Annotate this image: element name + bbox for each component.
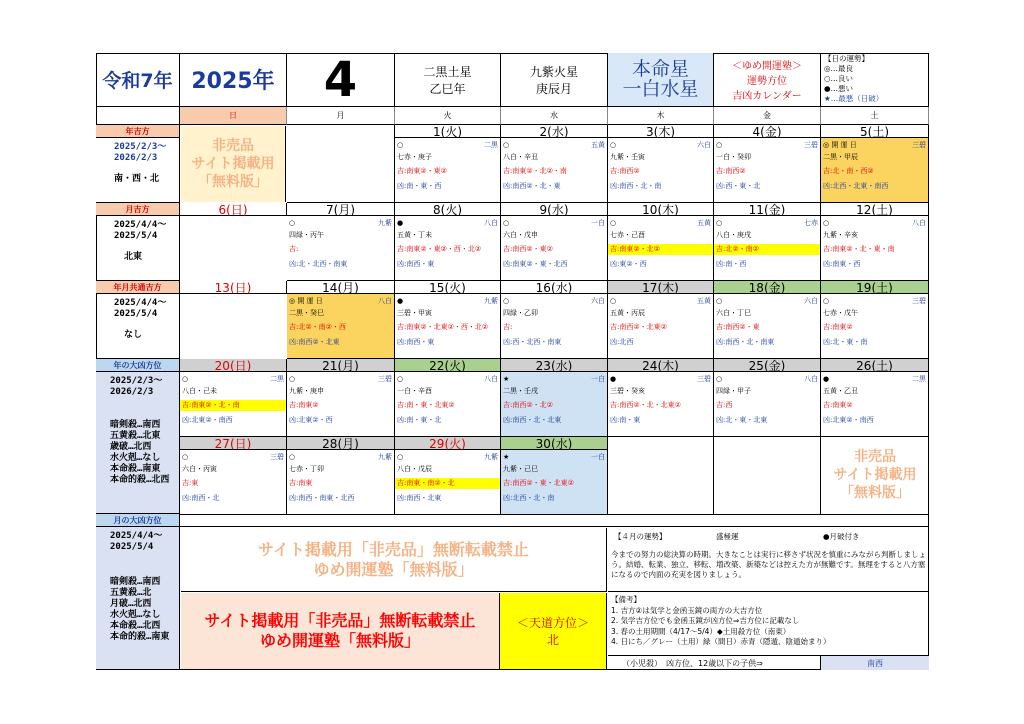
day-kanshi: 一白・癸卯 — [716, 153, 751, 161]
empty-cell — [608, 437, 714, 515]
day-star: 六白 — [591, 296, 605, 305]
day-cell[interactable] — [501, 372, 608, 437]
yume-title: ＜ゆめ開運塾＞ 運勢方位 吉凶カレンダー — [714, 53, 821, 107]
date-label: 9(水) — [501, 203, 608, 216]
lucky-directions: 吉:北②・南②・西 — [289, 323, 346, 331]
unlucky-directions: 凶:北西・北東・南西 — [823, 182, 889, 190]
era-year: 令和7年 — [96, 53, 180, 107]
unlucky-directions: 凶:南西・東 — [397, 338, 435, 346]
day-fortune-mark: ○ — [503, 218, 510, 227]
day-cell[interactable] — [287, 294, 395, 359]
day-fortune-mark: ○ — [610, 218, 617, 227]
day-kanshi: 二黒・壬戌 — [503, 387, 538, 395]
day-star: 一白 — [591, 374, 605, 383]
lucky-directions: 吉:南東②・北・東・南 — [823, 245, 895, 253]
day-kanshi: 一白・辛酉 — [397, 387, 432, 395]
unlucky-directions: 凶:南・西 — [716, 260, 747, 268]
day-star: 六白 — [697, 140, 711, 149]
lucky-directions: 吉:東 — [182, 479, 199, 487]
lucky-directions: 吉:南東 — [289, 479, 313, 487]
day-kanshi: 九紫・己巳 — [503, 465, 538, 473]
day-fortune-mark: ★ — [503, 452, 510, 461]
date-label: 13(日) — [180, 281, 287, 294]
gregorian-year: 2025年 — [180, 53, 287, 107]
day-star: 八白 — [804, 374, 818, 383]
monthly-fortune: 【４月の運勢】 盛極運 ●月破付き 今までの努力の総決算の時期。大きなことは実行に移さず状況を慎重にみながら判断しましょう。結婚、転業、独立、移転、増改築、新築などは控えた方が無難です。無理をすると八方塞になるので内面の充実を図りましょう。 — [608, 528, 929, 592]
day-kanshi: 八白・己未 — [182, 387, 217, 395]
lucky-directions: 吉:南東②・東②・西・北② — [397, 245, 482, 253]
day-kanshi: 四緑・乙卯 — [503, 309, 538, 317]
unlucky-directions: 凶:北・北西・南東 — [289, 260, 348, 268]
unlucky-directions: 凶:南東②・東・北西 — [503, 260, 568, 268]
day-cell[interactable] — [501, 216, 608, 281]
label-common: 年月共通吉方 — [96, 281, 180, 294]
day-fortune-mark: ◎ 開 運 日 — [823, 140, 857, 149]
lucky-directions: 吉:南西②・東・北東② — [503, 479, 574, 487]
unlucky-directions: 凶:南西・北東 — [397, 494, 442, 502]
lucky-directions: 吉:南東②・北・南 — [180, 400, 286, 411]
month-star: 九紫火星 庚辰月 — [501, 53, 608, 107]
tendo-direction: ＜天道方位＞ 北 — [500, 593, 607, 669]
common-box: 2025/4/4～ 2025/5/4 なし — [96, 294, 180, 359]
lucky-directions: 吉:南東・南②・北 — [395, 478, 500, 489]
unlucky-directions: 凶:南東・西 — [823, 260, 861, 268]
day-fortune-mark: ○ — [397, 452, 404, 461]
unlucky-directions: 凶:南西・北・南 — [610, 182, 662, 190]
day-fortune-legend: 【日の運勢】 ◎…最良 ○…良い ●…悪い ★…最悪（日破） — [821, 53, 929, 107]
date-label: 24(木) — [608, 359, 714, 372]
day-fortune-mark: ○ — [823, 296, 830, 305]
unlucky-directions: 凶:北・東・北東 — [716, 416, 768, 424]
date-label: 22(火) — [395, 359, 501, 372]
day-fortune-mark: ○ — [716, 374, 723, 383]
unlucky-directions: 凶:南西②・北・東 — [503, 182, 561, 190]
lucky-directions: 吉:西 — [716, 401, 733, 409]
weekday-1: 月 — [287, 107, 395, 125]
day-fortune-mark: ○ — [289, 218, 296, 227]
day-kanshi: 九紫・壬寅 — [610, 153, 645, 161]
day-star: 八白 — [484, 218, 498, 227]
day-cell[interactable] — [821, 294, 929, 359]
lucky-directions: 吉: — [289, 245, 299, 253]
day-fortune-mark: ● — [823, 374, 830, 383]
watermark-top-left: 非売品 サイト掲載用 「無料版」 — [181, 126, 286, 202]
day-star: 三碧 — [912, 296, 926, 305]
lucky-directions: 吉:南東②・東② — [397, 167, 447, 175]
watermark-right: 非売品 サイト掲載用 「無料版」 — [822, 437, 928, 513]
weekday-5: 金 — [714, 107, 821, 125]
unlucky-directions: 凶:南西・北・北東 — [503, 416, 562, 424]
nenkyo-box: 2025/2/3～ 2026/2/3 暗剣殺…南西 五黄殺…北東 歳破…北西 水火剋…なし 本命殺…南東 本命的殺…北西 — [96, 372, 180, 514]
day-kanshi: 七赤・庚子 — [397, 153, 432, 161]
tsukikichi-box: 2025/4/4～ 2025/5/4 北東 — [96, 216, 180, 281]
day-cell[interactable] — [501, 294, 608, 359]
day-star: 五黄 — [591, 140, 605, 149]
honmei-star: 本命星 一白水星 — [608, 53, 714, 107]
unlucky-directions: 凶:北西 — [610, 338, 634, 346]
date-label: 10(木) — [608, 203, 714, 216]
unlucky-directions: 凶:南西・東 — [397, 260, 435, 268]
unlucky-directions: 凶:北東②・西 — [289, 416, 333, 424]
day-kanshi: 五黄・丁未 — [397, 231, 432, 239]
day-cell[interactable] — [714, 372, 821, 437]
day-cell[interactable] — [287, 216, 395, 281]
child-kill-label: （小児殺） 凶方位、12歳以下の子供⇒ — [608, 655, 821, 670]
day-kanshi: 二黒・甲辰 — [823, 153, 858, 161]
label-tsukikyo: 月の大凶方位 — [96, 514, 180, 527]
day-star: 九紫 — [378, 218, 392, 227]
day-kanshi: 五黄・丙辰 — [610, 309, 645, 317]
day-fortune-mark: ○ — [397, 374, 404, 383]
date-label: 30(水) — [501, 437, 608, 450]
day-cell[interactable] — [714, 216, 821, 281]
lucky-directions: 吉:南東②・北② — [608, 244, 713, 255]
lucky-directions: 吉:北②・南② — [714, 244, 820, 255]
unlucky-directions: 凶:北西・北・南 — [503, 494, 555, 502]
day-star: 九紫 — [378, 452, 392, 461]
day-star: 二黒 — [484, 140, 498, 149]
day-cell[interactable] — [395, 138, 501, 203]
day-kanshi: 八白・辛丑 — [503, 153, 538, 161]
date-label: 5(土) — [821, 125, 929, 138]
date-label: 16(水) — [501, 281, 608, 294]
unlucky-directions: 凶:西・東・北 — [716, 182, 761, 190]
day-fortune-mark: ● — [397, 296, 404, 305]
day-kanshi: 四緑・甲子 — [716, 387, 751, 395]
weekday-2: 火 — [395, 107, 501, 125]
date-label: 11(金) — [714, 203, 821, 216]
day-cell[interactable] — [714, 294, 821, 359]
tsukikyo-box: 2025/4/4～ 2025/5/4 暗剣殺…南西 五黄殺…北 月破…北西 水火剋…なし 本命殺…北西 本命的殺…南東 — [96, 527, 180, 670]
day-cell[interactable] — [608, 216, 714, 281]
day-fortune-mark: ○ — [289, 452, 296, 461]
day-star: 五黄 — [697, 218, 711, 227]
day-star: 九紫 — [484, 452, 498, 461]
lucky-directions: 吉: — [503, 323, 513, 331]
day-kanshi: 六白・丙寅 — [182, 465, 217, 473]
day-star: 八白 — [378, 296, 392, 305]
date-label: 25(金) — [714, 359, 821, 372]
day-kanshi: 五黄・乙丑 — [823, 387, 858, 395]
day-kanshi: 八白・庚戌 — [716, 231, 751, 239]
date-label: 4(金) — [714, 125, 821, 138]
day-star: 二黒 — [270, 374, 284, 383]
day-kanshi: 二黒・癸巳 — [289, 309, 324, 317]
day-cell[interactable] — [501, 138, 608, 203]
watermark-middle: サイト掲載用「非売品」無断転載禁止 ゆめ開運塾「無料版」 — [181, 528, 607, 592]
day-cell[interactable] — [180, 372, 287, 437]
day-star: 三碧 — [270, 452, 284, 461]
day-kanshi: 三碧・癸亥 — [610, 387, 645, 395]
day-kanshi: 三碧・甲寅 — [397, 309, 432, 317]
day-fortune-mark: ● — [610, 374, 617, 383]
lucky-directions: 吉:南東② — [823, 323, 853, 331]
day-star: 九紫 — [484, 296, 498, 305]
unlucky-directions: 凶:南西②・北東 — [289, 338, 340, 346]
weekday-6: 土 — [821, 107, 929, 125]
day-cell[interactable] — [395, 294, 501, 359]
lucky-directions: 吉:南西② — [610, 167, 640, 175]
day-star: 二黒 — [912, 374, 926, 383]
day-kanshi: 六白・丁巳 — [716, 309, 751, 317]
day-cell[interactable] — [608, 372, 714, 437]
day-cell[interactable] — [287, 450, 395, 515]
watermark-bottom: サイト掲載用「非売品」無断転載禁止 ゆめ開運塾「無料版」 — [181, 593, 500, 669]
day-fortune-mark: ○ — [716, 140, 723, 149]
unlucky-directions: 凶:南西・南東・北西 — [289, 494, 355, 502]
day-star: 六白 — [804, 296, 818, 305]
day-kanshi: 七赤・丁卯 — [289, 465, 324, 473]
unlucky-directions: 凶:西・北西・南東 — [503, 338, 562, 346]
unlucky-directions: 凶:南西・北 — [182, 494, 220, 502]
label-nenkyo: 年の大凶方位 — [96, 359, 180, 372]
day-cell[interactable] — [395, 372, 501, 437]
date-label: 27(日) — [180, 437, 287, 450]
day-cell[interactable] — [821, 216, 929, 281]
lucky-directions: 吉:南西②・北② — [503, 401, 553, 409]
nenkichi-box: 2025/2/3～ 2026/2/3 南・西・北 — [96, 138, 180, 203]
lucky-directions: 吉:南西②・東 — [716, 323, 760, 331]
date-label: 18(金) — [714, 281, 821, 294]
day-fortune-mark: ○ — [610, 296, 617, 305]
empty-cell — [714, 437, 821, 515]
day-fortune-mark: ○ — [716, 218, 723, 227]
day-fortune-mark: ○ — [503, 140, 510, 149]
weekday-corner — [96, 107, 180, 125]
lucky-directions: 吉:南・東・北東② — [397, 401, 455, 409]
date-label: 26(土) — [821, 359, 929, 372]
lucky-directions: 吉:南東②・北東②・西・北② — [397, 323, 489, 331]
day-fortune-mark: ★ — [503, 374, 510, 383]
day-kanshi: 六白・戊申 — [503, 231, 538, 239]
unlucky-directions: 凶:南・東 — [610, 416, 641, 424]
day-star: 八白 — [484, 374, 498, 383]
weekday-0: 日 — [180, 107, 287, 125]
day-cell[interactable] — [395, 450, 501, 515]
date-label: 21(月) — [287, 359, 395, 372]
date-label: 7(月) — [287, 203, 395, 216]
unlucky-directions: 凶:南・東・北 — [397, 416, 442, 424]
day-fortune-mark: ○ — [289, 374, 296, 383]
weekday-3: 水 — [501, 107, 608, 125]
day-star: 三碧 — [804, 140, 818, 149]
unlucky-directions: 凶:東②・西 — [610, 260, 647, 268]
day-star: 八白 — [912, 218, 926, 227]
day-kanshi: 九紫・辛亥 — [823, 231, 858, 239]
date-label: 3(木) — [608, 125, 714, 138]
unlucky-directions: 凶:北東②・南西 — [182, 416, 233, 424]
year-star: 二黒土星 乙巳年 — [395, 53, 501, 107]
day-fortune-mark: ○ — [397, 140, 404, 149]
day-star: 一白 — [591, 218, 605, 227]
date-label: 14(月) — [287, 281, 395, 294]
day-fortune-mark: ○ — [182, 374, 189, 383]
date-label: 28(月) — [287, 437, 395, 450]
lucky-directions: 吉:南東②・北②・南 — [503, 167, 567, 175]
unlucky-directions: 凶:北・東・南 — [823, 338, 868, 346]
date-label: 19(土) — [821, 281, 929, 294]
unlucky-directions: 凶:北東②・南西 — [823, 416, 874, 424]
date-label: 1(火) — [395, 125, 501, 138]
date-label: 29(火) — [395, 437, 501, 450]
day-cell[interactable] — [180, 450, 287, 515]
day-kanshi: 四緑・丙午 — [289, 231, 324, 239]
day-cell[interactable] — [287, 372, 395, 437]
lucky-directions: 吉:南西②・東② — [503, 245, 553, 253]
day-fortune-mark: ○ — [823, 218, 830, 227]
date-label: 6(日) — [180, 203, 287, 216]
date-label: 15(火) — [395, 281, 501, 294]
day-star: 七赤 — [804, 218, 818, 227]
empty-cell — [287, 125, 395, 203]
day-fortune-mark: ○ — [503, 296, 510, 305]
bottom-spacer — [180, 514, 929, 527]
month-number: 4 — [287, 53, 395, 107]
day-star: 五黄 — [697, 296, 711, 305]
day-fortune-mark: ○ — [716, 296, 723, 305]
lucky-directions: 吉:南西②・北東② — [610, 323, 667, 331]
date-label: 20(日) — [180, 359, 287, 372]
lucky-directions: 吉:南西②・北・北東② — [610, 401, 681, 409]
day-cell[interactable] — [608, 138, 714, 203]
day-kanshi: 九紫・庚申 — [289, 387, 324, 395]
day-cell[interactable] — [714, 138, 821, 203]
day-fortune-mark: ● — [397, 218, 404, 227]
day-cell[interactable] — [821, 138, 929, 203]
day-kanshi: 七赤・己酉 — [610, 231, 645, 239]
notes: 【備考】 1. 吉方②は気学と金函玉鏡の両方の大吉方位 2. 気学吉方位でも金函玉鏡が凶方位⇒吉方位に記載なし 3. 春の土用期間（4/17～5/4）◆土用殺方位（南東） 4. 日にち／グレー（土用）緑（間日）赤青（隠遁、陰遁始まり） — [611, 595, 831, 646]
day-star: 三碧 — [912, 140, 926, 149]
day-star: 三碧 — [378, 374, 392, 383]
day-kanshi: 七赤・戊午 — [823, 309, 858, 317]
unlucky-directions: 凶:南・東・西 — [397, 182, 442, 190]
day-fortune-mark: ○ — [182, 452, 189, 461]
lucky-directions: 吉:南東② — [289, 401, 319, 409]
day-fortune-mark: ◎ 開 運 日 — [289, 296, 323, 305]
day-star: 一白 — [591, 452, 605, 461]
lucky-directions: 吉:北・南・西② — [823, 167, 874, 175]
weekday-4: 木 — [608, 107, 714, 125]
date-label: 17(木) — [608, 281, 714, 294]
day-fortune-mark: ○ — [610, 140, 617, 149]
child-kill-direction: 南西 — [821, 655, 929, 670]
day-star: 三碧 — [697, 374, 711, 383]
day-kanshi: 八白・戊辰 — [397, 465, 432, 473]
day-cell[interactable] — [821, 372, 929, 437]
day-cell[interactable] — [501, 450, 608, 515]
day-cell[interactable] — [395, 216, 501, 281]
date-label: 12(土) — [821, 203, 929, 216]
label-tsukikichi: 月吉方 — [96, 203, 180, 216]
date-label: 23(水) — [501, 359, 608, 372]
date-label: 8(火) — [395, 203, 501, 216]
lucky-directions: 吉:南東② — [823, 401, 853, 409]
unlucky-directions: 凶:南西・北・南東 — [716, 338, 775, 346]
day-cell[interactable] — [608, 294, 714, 359]
date-label: 2(水) — [501, 125, 608, 138]
label-nenkichi: 年吉方 — [96, 125, 180, 138]
lucky-directions: 吉:南西② — [716, 167, 746, 175]
